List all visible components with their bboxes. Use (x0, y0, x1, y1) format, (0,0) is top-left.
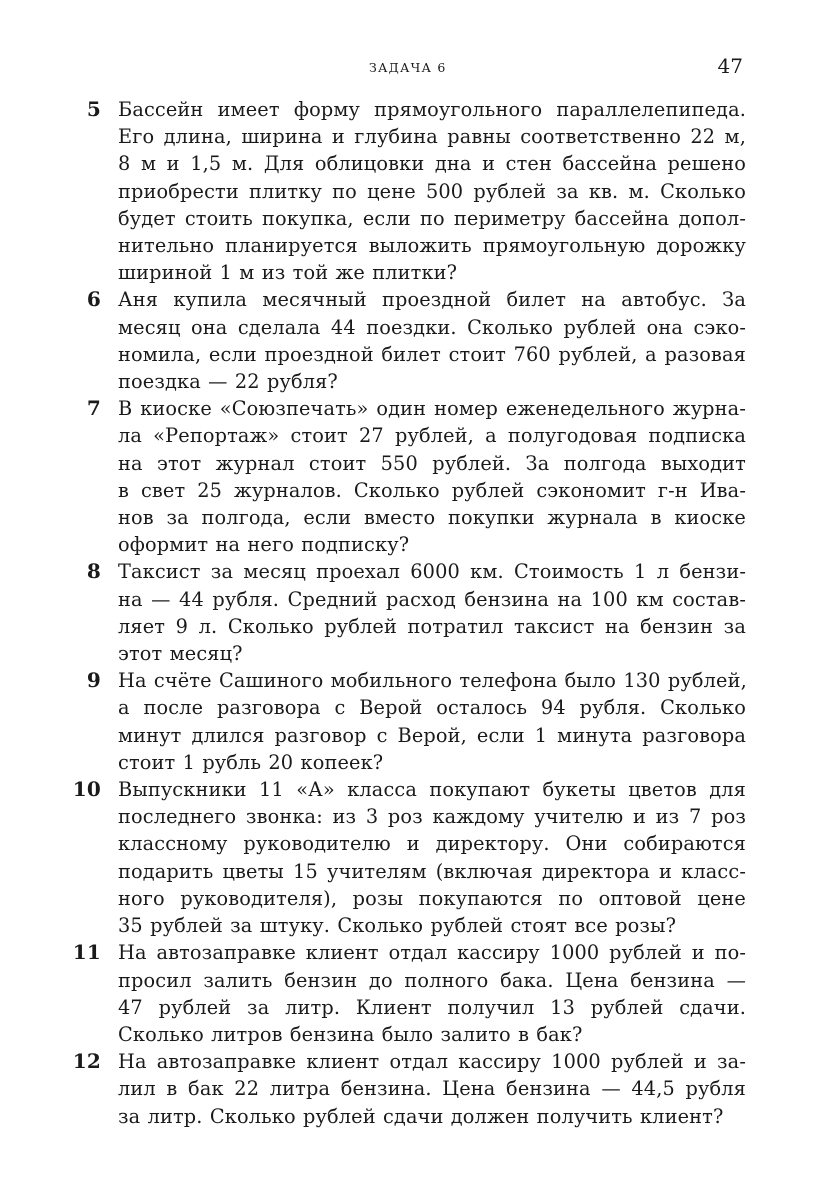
problem-text (118, 395, 746, 558)
problem-text-line: 8 м и 1,5 м. Для облицовки дна и стен бассейна решено (118, 152, 746, 176)
problem-text-line: На автозаправке клиент отдал кассиру 1000 рублей и за- (118, 1050, 746, 1074)
problem-text-line: стоит 1 рубль 20 копеек? (118, 750, 384, 774)
problem-number: 8 (86, 559, 101, 584)
problem-item (0, 395, 827, 558)
problem-number: 6 (86, 287, 101, 312)
problem-text-line: 47 рублей за литр. Клиент получил 13 рублей сдачи. (118, 995, 746, 1019)
problem-text-line: просил залить бензин до полного бака. Цена бензина — (118, 968, 746, 992)
problem-number: 11 (72, 940, 101, 965)
problem-text-line: ного руководителя), розы покупаются по оптовой цене (118, 886, 746, 910)
problem-text-line: ла «Репортаж» стоит 27 рублей, а полугодовая подписка (118, 424, 746, 448)
problem-number: 10 (72, 777, 101, 802)
problem-text-line: нов за полгода, если вместо покупки журнала в киоске (118, 506, 746, 530)
problem-item (0, 558, 827, 667)
problem-item (0, 667, 827, 776)
problem-number: 12 (72, 1049, 101, 1074)
problem-text-line: В киоске «Союзпечать» один номер еженедельного журна- (118, 397, 746, 421)
problem-text-line: номила, если проездной билет стоит 760 рублей, а разовая (118, 342, 746, 366)
problem-text-line: последнего звонка: из 3 роз каждому учителю и из 7 роз (118, 805, 746, 829)
problem-text-line: На счёте Сашиного мобильного телефона было 130 рублей, (118, 669, 747, 693)
page-number: 47 (717, 54, 743, 78)
problem-text-line: Его длина, ширина и глубина равны соответственно 22 м, (118, 125, 746, 149)
problem-text-line: оформит на него подписку? (118, 533, 410, 557)
problem-list (0, 96, 827, 1130)
problem-text (118, 776, 746, 939)
problem-item (0, 776, 827, 939)
problem-text (118, 286, 746, 395)
running-head (0, 54, 827, 80)
problem-text-line: подарить цветы 15 учителям (включая директора и класс- (118, 859, 746, 883)
problem-text-line: на — 44 рубля. Средний расход бензина на 100 км состав- (118, 587, 746, 611)
problem-text-line: Выпускники 11 «А» класса покупают букеты цветов для (118, 778, 746, 802)
problem-text-line: в свет 25 журналов. Сколько рублей сэкономит г-н Ива- (118, 478, 746, 502)
problem-text-line: шириной 1 м из той же плитки? (118, 261, 458, 285)
problem-text (118, 1048, 746, 1130)
problem-item (0, 286, 827, 395)
problem-text-line: на этот журнал стоит 550 рублей. За полгода выходит (118, 451, 746, 475)
problem-text-line: Бассейн имеет форму прямоугольного параллелепипеда. (118, 98, 746, 121)
problem-item (0, 939, 827, 1048)
problem-text-line: минут длился разговор с Верой, если 1 минута разговора (118, 723, 746, 747)
problem-text-line: ляет 9 л. Сколько рублей потратил таксист на бензин за (118, 614, 746, 638)
problem-text-line: приобрести плитку по цене 500 рублей за кв. м. Сколько (118, 179, 746, 203)
problem-number: 5 (86, 97, 101, 121)
problem-text-line: лил в бак 22 литра бензина. Цена бензина — 44,5 рубля (118, 1077, 746, 1101)
problem-text-line: нительно планируется выложить прямоугольную дорожку (118, 234, 746, 258)
problem-text-line: Таксист за месяц проехал 6000 км. Стоимость 1 л бензи- (118, 560, 746, 584)
problem-item (0, 1048, 827, 1130)
problem-item (0, 96, 827, 286)
problem-text-line: поездка — 22 рубля? (118, 370, 338, 394)
problem-text-line: будет стоить покупка, если по периметру бассейна допол- (118, 206, 746, 230)
problem-text (118, 939, 746, 1048)
problem-text (118, 558, 746, 667)
problem-number: 7 (86, 396, 101, 421)
problem-text (118, 667, 746, 776)
problem-text-line: месяц она сделала 44 поездки. Сколько рублей она сэко- (118, 315, 746, 339)
problem-text-line: за литр. Сколько рублей сдачи должен получить клиент? (118, 1104, 724, 1128)
problem-number: 9 (86, 668, 101, 693)
problem-text-line: а после разговора с Верой осталось 94 рубля. Сколько (118, 696, 746, 720)
section-title: ЗАДАЧА 6 (369, 60, 447, 75)
problem-text-line: На автозаправке клиент отдал кассиру 1000 рублей и по- (118, 941, 746, 965)
problem-text-line: Аня купила месячный проездной билет на автобус. За (118, 288, 746, 312)
problem-text-line: 35 рублей за штуку. Сколько рублей стоят все розы? (118, 914, 677, 938)
problem-text-line: этот месяц? (118, 642, 243, 666)
problem-text-line: Сколько литров бензина было залито в бак? (118, 1022, 583, 1046)
problem-text (118, 96, 746, 286)
problem-text-line: классному руководителю и директору. Они собираются (118, 832, 746, 856)
